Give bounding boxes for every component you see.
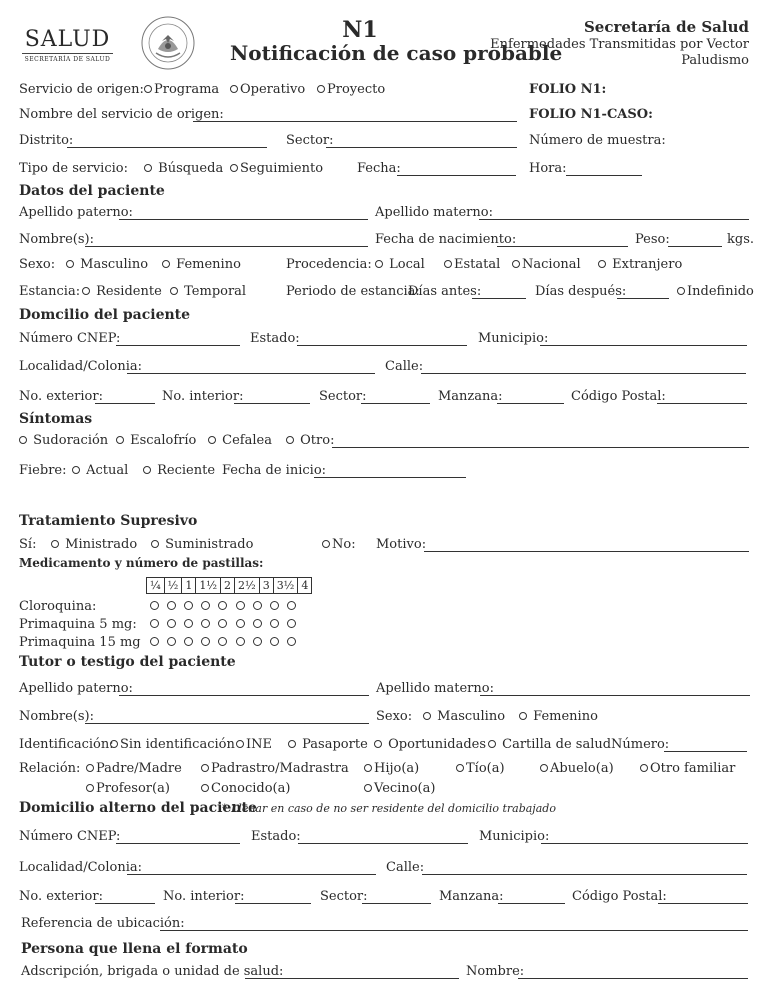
opt-sin-id[interactable] (110, 737, 235, 752)
dose-header: 4 (298, 578, 312, 594)
dose-radio[interactable] (236, 637, 245, 646)
dose-radio[interactable] (184, 619, 193, 628)
radio-icon (201, 784, 209, 792)
dose-radio[interactable] (287, 601, 296, 610)
radio-icon (364, 784, 372, 792)
alt-sector-label: Sector: (320, 889, 368, 904)
fecha-inicio-field[interactable] (314, 477, 466, 478)
opt-label: Profesor(a) (96, 781, 170, 796)
tutor-ap-materno-field[interactable] (480, 695, 750, 696)
radio-icon (364, 764, 372, 772)
dias-despues-label: Días después: (535, 284, 627, 299)
opt-label: Programa (154, 82, 220, 97)
opt-abuelo[interactable] (540, 761, 614, 776)
sector-dom-field[interactable] (361, 403, 430, 404)
dose-radio[interactable] (270, 601, 279, 610)
radio-icon (374, 740, 382, 748)
opt-suministrado[interactable] (151, 537, 253, 552)
dose-header: ¼ (147, 578, 165, 594)
folio-label: FOLIO N1: (529, 82, 607, 97)
opt-label: Seguimiento (240, 161, 324, 176)
opt-sudoracion[interactable] (19, 433, 108, 448)
opt-label: Búsqueda (158, 161, 224, 176)
dose-table (146, 577, 312, 594)
dose-header: 1 (182, 578, 196, 594)
numero-label: Número: (611, 737, 670, 752)
radio-icon (230, 85, 238, 93)
radio-icon (72, 466, 80, 474)
radio-icon (236, 740, 244, 748)
radio-icon (322, 540, 330, 548)
radio-icon (66, 260, 74, 268)
opt-label: Padre/Madre (96, 761, 182, 776)
motivo-label: Motivo: (376, 537, 427, 552)
alt-cp-field[interactable] (658, 903, 748, 904)
dose-radio[interactable] (167, 637, 176, 646)
referencia-field[interactable] (160, 930, 748, 931)
radio-icon (208, 436, 216, 444)
radio-icon (162, 260, 170, 268)
dose-radio[interactable] (184, 637, 193, 646)
mexico-seal (140, 15, 196, 71)
opt-label: Masculino (80, 257, 149, 272)
alt-no-ext-label: No. exterior: (19, 889, 103, 904)
opt-temporal[interactable] (170, 284, 246, 299)
dose-radio[interactable] (201, 637, 210, 646)
opt-label: Femenino (533, 709, 598, 724)
nombre-servicio-field[interactable] (193, 121, 517, 122)
tutor-ap-paterno-field[interactable] (119, 695, 369, 696)
cnep-field[interactable] (116, 345, 240, 346)
drug-cloroquina: Cloroquina: (19, 599, 97, 614)
folio-caso-label: FOLIO N1-CASO: (529, 107, 653, 122)
alt-no-int-label: No. interior: (163, 889, 245, 904)
opt-label: Proyecto (327, 82, 386, 97)
kgs-label: kgs. (727, 232, 755, 247)
no-ext-label: No. exterior: (19, 389, 103, 404)
dose-radio[interactable] (270, 637, 279, 646)
opt-otro-familiar[interactable] (640, 761, 735, 776)
peso-field[interactable] (668, 246, 722, 247)
opt-label: Temporal (184, 284, 247, 299)
opt-estatal[interactable] (444, 257, 500, 272)
opt-label: Local (389, 257, 425, 272)
org-program: Paludismo (681, 53, 749, 68)
opt-femenino[interactable] (162, 257, 241, 272)
alt-no-ext-field[interactable] (95, 903, 155, 904)
opt-label: Escalofrío (130, 433, 197, 448)
alt-manzana-label: Manzana: (439, 889, 504, 904)
sector-dom-label: Sector: (319, 389, 367, 404)
dose-radio[interactable] (218, 601, 227, 610)
nombres-label: Nombre(s): (19, 232, 94, 247)
radio-icon (144, 164, 152, 172)
alt-calle-field[interactable] (422, 874, 747, 875)
org-subtitle: Enfermedades Transmitidas por Vector (490, 37, 749, 52)
distrito-field[interactable] (67, 147, 267, 148)
radio-icon (143, 466, 151, 474)
alt-calle-label: Calle: (386, 860, 425, 875)
adscripcion-label: Adscripción, brigada o unidad de salud: (21, 964, 284, 979)
radio-icon (317, 85, 325, 93)
dose-radio[interactable] (184, 601, 193, 610)
distrito-label: Distrito: (19, 133, 74, 148)
opt-label: Hijo(a) (374, 761, 420, 776)
motivo-field[interactable] (424, 551, 749, 552)
opt-reciente[interactable] (143, 463, 215, 478)
relacion-label: Relación: (19, 761, 81, 776)
section-persona-llena: Persona que llena el formato (21, 941, 248, 957)
dias-antes-label: Días antes: (408, 284, 482, 299)
cp-field[interactable] (657, 403, 747, 404)
opt-ine[interactable] (236, 737, 272, 752)
radio-icon (444, 260, 452, 268)
seal-icon (140, 15, 196, 71)
opt-conocido[interactable] (201, 781, 290, 796)
radio-icon (151, 540, 159, 548)
municipio-field[interactable] (540, 345, 747, 346)
opt-residente[interactable] (82, 284, 162, 299)
opt-label: Abuelo(a) (550, 761, 614, 776)
alt-sector-field[interactable] (362, 903, 431, 904)
no-int-label: No. interior: (162, 389, 244, 404)
fecha-inicio-label: Fecha de inicio: (222, 463, 327, 478)
opt-label: Padrastro/Madrastra (211, 761, 349, 776)
estado-label: Estado: (250, 331, 300, 346)
opt-label: Masculino (437, 709, 506, 724)
identificacion-label: Identificación: (19, 737, 114, 752)
adscripcion-field[interactable] (245, 978, 459, 979)
dose-radio[interactable] (218, 619, 227, 628)
sexo-label: Sexo: (19, 257, 56, 272)
opt-actual[interactable] (72, 463, 128, 478)
cnep-label: Número CNEP: (19, 331, 121, 346)
sector-field[interactable] (326, 147, 517, 148)
opt-operativo[interactable] (230, 82, 305, 97)
opt-label: Pasaporte (302, 737, 368, 752)
logo-subtext: SECRETARÍA DE SALUD (24, 56, 111, 63)
dose-radio[interactable] (270, 619, 279, 628)
dose-radio[interactable] (287, 619, 296, 628)
section-tutor: Tutor o testigo del paciente (19, 654, 236, 670)
calle-field[interactable] (421, 373, 746, 374)
opt-label: Oportunidades (388, 737, 487, 752)
form-code: N1 (342, 17, 378, 43)
cp-label: Código Postal: (571, 389, 666, 404)
opt-extranjero[interactable] (598, 257, 682, 272)
opt-label: Cartilla de salud (502, 737, 612, 752)
hora-field[interactable] (566, 175, 642, 176)
radio-icon (110, 740, 118, 748)
llena-nombre-field[interactable] (518, 978, 748, 979)
dias-antes-field[interactable] (472, 298, 526, 299)
si-label: Sí: (19, 537, 37, 552)
ap-paterno-field[interactable] (119, 219, 368, 220)
dias-despues-field[interactable] (617, 298, 669, 299)
municipio-label: Municipio: (478, 331, 549, 346)
ap-materno-label: Apellido materno: (375, 205, 493, 220)
opt-label: Cefalea (222, 433, 272, 448)
alt-cnep-label: Número CNEP: (19, 829, 121, 844)
radio-icon (288, 740, 296, 748)
radio-icon (86, 784, 94, 792)
alt-cp-label: Código Postal: (572, 889, 667, 904)
opt-label: Operativo (240, 82, 306, 97)
servicio-origen-label: Servicio de origen: (19, 82, 144, 97)
dose-header: 2½ (235, 578, 260, 594)
fecha-field[interactable] (397, 175, 516, 176)
fecha-label: Fecha: (357, 161, 401, 176)
tutor-opt-masculino[interactable] (423, 709, 505, 724)
estado-field[interactable] (297, 345, 467, 346)
radio-icon (519, 712, 527, 720)
tutor-ap-paterno-label: Apellido paterno: (19, 681, 133, 696)
opt-indefinido[interactable] (677, 284, 754, 299)
section-datos-paciente: Datos del paciente (19, 183, 165, 199)
radio-icon (423, 712, 431, 720)
opt-label: Femenino (176, 257, 241, 272)
opt-oportunidades[interactable] (374, 737, 486, 752)
tutor-opt-femenino[interactable] (519, 709, 598, 724)
no-int-field[interactable] (234, 403, 310, 404)
localidad-field[interactable] (127, 373, 375, 374)
opt-label: Nacional (522, 257, 581, 272)
opt-ministrado[interactable] (51, 537, 137, 552)
dose-radio[interactable] (236, 619, 245, 628)
dose-radio[interactable] (253, 619, 262, 628)
radio-icon (512, 260, 520, 268)
radio-icon (375, 260, 383, 268)
opt-label: Sin identificación (120, 737, 235, 752)
dose-radio[interactable] (167, 601, 176, 610)
opt-label: INE (246, 737, 272, 752)
org-name: Secretaría de Salud (583, 18, 749, 36)
opt-label: Otro: (300, 433, 335, 448)
opt-label: Actual (86, 463, 129, 478)
localidad-label: Localidad/Colonia: (19, 359, 142, 374)
dose-radio[interactable] (287, 637, 296, 646)
section-sintomas: Síntomas (19, 411, 93, 427)
opt-nacional[interactable] (512, 257, 581, 272)
otro-sintoma-field[interactable] (332, 447, 749, 448)
section-tratamiento: Tratamiento Supresivo (19, 513, 198, 529)
opt-label: Extranjero (612, 257, 683, 272)
form-title: Notificación de caso probable (230, 41, 563, 65)
radio-icon (51, 540, 59, 548)
opt-local[interactable] (375, 257, 425, 272)
opt-label: Conocido(a) (211, 781, 291, 796)
tutor-nombres-field[interactable] (85, 723, 369, 724)
dose-header: 2 (221, 578, 235, 594)
radio-icon (540, 764, 548, 772)
dose-radio[interactable] (150, 601, 159, 610)
opt-cartilla[interactable] (488, 737, 611, 752)
opt-cefalea[interactable] (208, 433, 272, 448)
radio-icon (86, 764, 94, 772)
tutor-nombres-label: Nombre(s): (19, 709, 94, 724)
opt-hijo[interactable] (364, 761, 419, 776)
dose-header: ½ (164, 578, 182, 594)
dose-header: 3½ (273, 578, 298, 594)
dose-header: 3 (259, 578, 273, 594)
opt-label: Tío(a) (466, 761, 505, 776)
llena-nombre-label: Nombre: (466, 964, 525, 979)
dose-radio[interactable] (218, 637, 227, 646)
calle-label: Calle: (385, 359, 424, 374)
tutor-sexo-label: Sexo: (376, 709, 413, 724)
opt-proyecto[interactable] (317, 82, 385, 97)
opt-padre[interactable] (86, 761, 182, 776)
opt-profesor[interactable] (86, 781, 170, 796)
drug-primaquina-15: Primaquina 15 mg (19, 635, 141, 650)
dose-radio[interactable] (150, 637, 159, 646)
radio-icon (456, 764, 464, 772)
radio-icon (201, 764, 209, 772)
referencia-label: Referencia de ubicación: (21, 916, 185, 931)
alt-estado-field[interactable] (298, 843, 468, 844)
alt-municipio-label: Municipio: (479, 829, 550, 844)
dose-radio[interactable] (253, 637, 262, 646)
opt-label: Residente (96, 284, 162, 299)
radio-icon (677, 287, 685, 295)
radio-icon (598, 260, 606, 268)
drug-primaquina-5: Primaquina 5 mg: (19, 617, 137, 632)
radio-icon (286, 436, 294, 444)
opt-seguimiento[interactable] (230, 161, 323, 176)
procedencia-label: Procedencia: (286, 257, 372, 272)
opt-label: Vecino(a) (374, 781, 436, 796)
opt-escalofrio[interactable] (116, 433, 196, 448)
hora-label: Hora: (529, 161, 567, 176)
no-ext-field[interactable] (95, 403, 155, 404)
manzana-field[interactable] (497, 403, 564, 404)
num-muestra-label: Número de muestra: (529, 133, 666, 148)
opt-label: Otro familiar (650, 761, 736, 776)
periodo-label: Periodo de estancia: (286, 284, 420, 299)
fecha-nac-field[interactable] (497, 246, 628, 247)
opt-label: Reciente (157, 463, 216, 478)
salud-logo (20, 28, 115, 68)
alt-localidad-label: Localidad/Colonia: (19, 860, 142, 875)
opt-label: No: (332, 537, 356, 552)
radio-icon (116, 436, 124, 444)
manzana-label: Manzana: (438, 389, 503, 404)
opt-vecino[interactable] (364, 781, 435, 796)
alt-manzana-field[interactable] (498, 903, 565, 904)
opt-otro[interactable] (286, 433, 334, 448)
tipo-servicio-label: Tipo de servicio: (19, 161, 128, 176)
opt-label: Ministrado (65, 537, 138, 552)
numero-field[interactable] (664, 751, 747, 752)
opt-label: Sudoración (33, 433, 109, 448)
opt-label: Estatal (454, 257, 501, 272)
dose-radio[interactable] (150, 619, 159, 628)
alt-localidad-field[interactable] (127, 874, 376, 875)
nombres-field[interactable] (85, 246, 368, 247)
opt-label: Suministrado (165, 537, 254, 552)
alt-estado-label: Estado: (251, 829, 301, 844)
opt-busqueda[interactable] (144, 161, 223, 176)
fecha-nac-label: Fecha de nacimiento: (375, 232, 517, 247)
logo-text: SALUD (24, 27, 111, 52)
radio-icon (230, 164, 238, 172)
dose-radio[interactable] (167, 619, 176, 628)
radio-icon (170, 287, 178, 295)
radio-icon (19, 436, 27, 444)
ap-paterno-label: Apellido paterno: (19, 205, 133, 220)
opt-programa[interactable] (144, 82, 219, 97)
section-domicilio: Domcilio del paciente (19, 307, 191, 323)
opt-tio[interactable] (456, 761, 505, 776)
dose-radio[interactable] (201, 601, 210, 610)
dose-header: 1½ (196, 578, 221, 594)
dose-radio[interactable] (253, 601, 262, 610)
opt-padrastro[interactable] (201, 761, 349, 776)
section-domicilio-alterno: Domicilio alterno del paciente (19, 800, 257, 816)
ap-materno-field[interactable] (479, 219, 749, 220)
tutor-ap-materno-label: Apellido materno: (376, 681, 494, 696)
radio-icon (82, 287, 90, 295)
alt-no-int-field[interactable] (235, 903, 311, 904)
opt-pasaporte[interactable] (288, 737, 368, 752)
opt-masculino[interactable] (66, 257, 148, 272)
opt-no[interactable] (322, 537, 356, 552)
alt-cnep-field[interactable] (116, 843, 240, 844)
alterno-note: * Llenar en caso de no ser residente del domicilio trabajado (222, 802, 556, 815)
dose-radio[interactable] (236, 601, 245, 610)
opt-label: Indefinido (687, 284, 754, 299)
radio-icon (488, 740, 496, 748)
estancia-label: Estancia: (19, 284, 81, 299)
radio-icon (640, 764, 648, 772)
peso-label: Peso: (635, 232, 670, 247)
nombre-servicio-label: Nombre del servicio de origen: (19, 107, 224, 122)
fiebre-label: Fiebre: (19, 463, 67, 478)
dose-radio[interactable] (201, 619, 210, 628)
sector-label: Sector: (286, 133, 334, 148)
medicamento-label: Medicamento y número de pastillas: (19, 556, 264, 570)
alt-municipio-field[interactable] (541, 843, 748, 844)
radio-icon (144, 85, 152, 93)
